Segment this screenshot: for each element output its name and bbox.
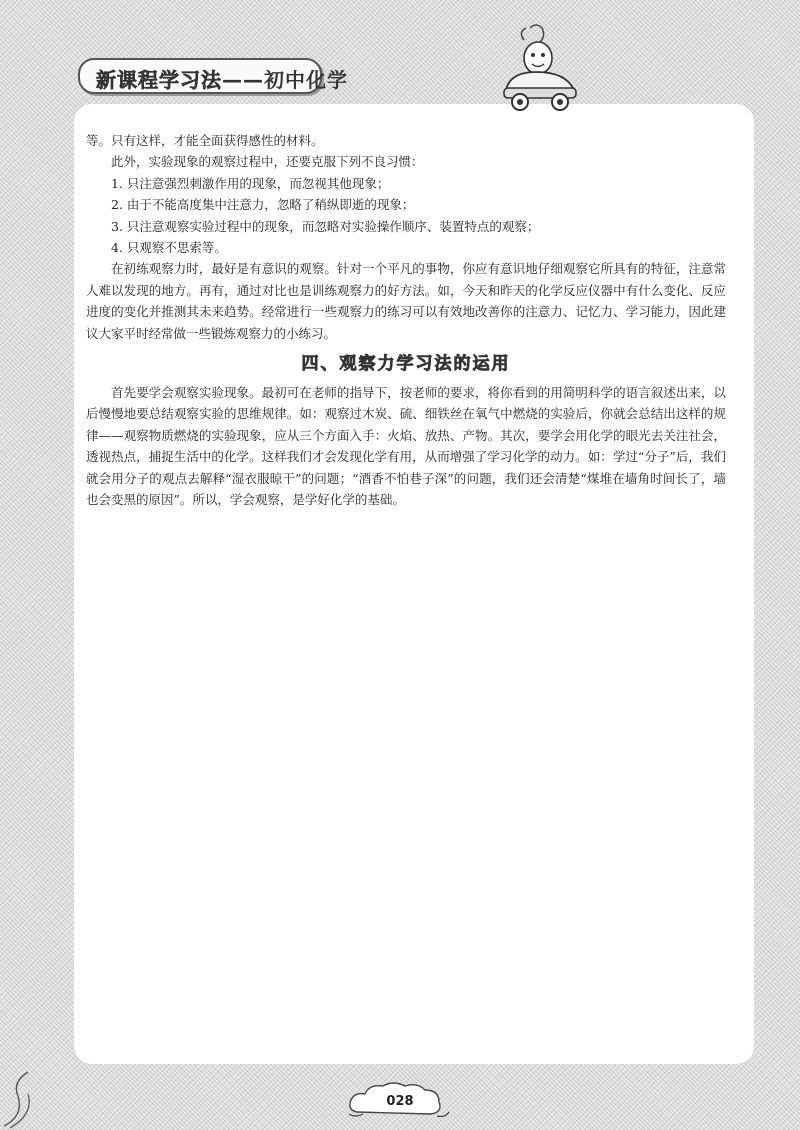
section-heading: 四、观察力学习法的运用: [301, 354, 511, 375]
habit-item-2: 2. 由于不能高度集中注意力，忽略了稍纵即逝的现象；: [111, 197, 415, 213]
page-number: 028: [386, 1094, 414, 1109]
habit-item-4: 4. 只观察不思索等。: [111, 240, 227, 256]
cartoon-car-icon: [500, 20, 580, 116]
body-text: [86, 130, 726, 511]
habit-item-3: 3. 只注意观察实验过程中的现象，而忽略对实验操作顺序、装置特点的观察；: [111, 218, 540, 234]
corner-swirl-icon: [0, 1040, 60, 1130]
header-series: 新课程学习法: [96, 68, 222, 92]
paragraph-habits-intro: 此外，实验现象的观察过程中，还要克服下列不良习惯：: [111, 154, 424, 170]
header-banner: [78, 58, 348, 94]
paragraph-continuation: 等。只有这样，才能全面获得感性的材料。: [86, 133, 324, 148]
paragraph-application: 首先要学会观察实验现象。最初可在老师的指导下，按老师的要求，将你看到的用简明科学的语言叙述出来，以后慢慢地要总结观察实验的思维规律。如：观察过木炭、硫、细铁丝在氧气中燃烧的实验后，你就会总结出这样的规律——观察物质燃烧的实验现象，应从三个方面入手：火焰、放热、产物。其次，要学会用化学的眼光去关注社会，透视热点，捕捉生活中的化学。这样我们才会发现化学有用，从而增强了学习化学的动力。如：学过“分子”后，我们就会用分子的观点去解释“湿衣服晾干”的问题；“酒香不怕巷子深”的问题，我们还会清楚“煤堆在墙角时间长了，墙也会变黑的原因”。所以，学会观察，是学好化学的基础。: [86, 385, 726, 508]
paragraph-training: 在初练观察力时，最好是有意识的观察。针对一个平凡的事物，你应有意识地仔细观察它所具有的特征，注意常人难以发现的地方。再有，通过对比也是训练观察力的好方法。如，今天和昨天的化学反应仪器中有什么变化、反应进度的变化并推测其未来趋势。经常进行一些观察力的练习可以有效地改善你的注意力、记忆力、学习能力，因此建议大家平时经常做一些锻炼观察力的小练习。: [86, 261, 726, 341]
header-title: [96, 64, 348, 93]
habit-item-1: 1. 只注意强烈刺激作用的现象，而忽视其他现象；: [111, 175, 390, 191]
header-dash: ——: [222, 68, 264, 92]
header-subject: 初中化学: [264, 68, 348, 92]
